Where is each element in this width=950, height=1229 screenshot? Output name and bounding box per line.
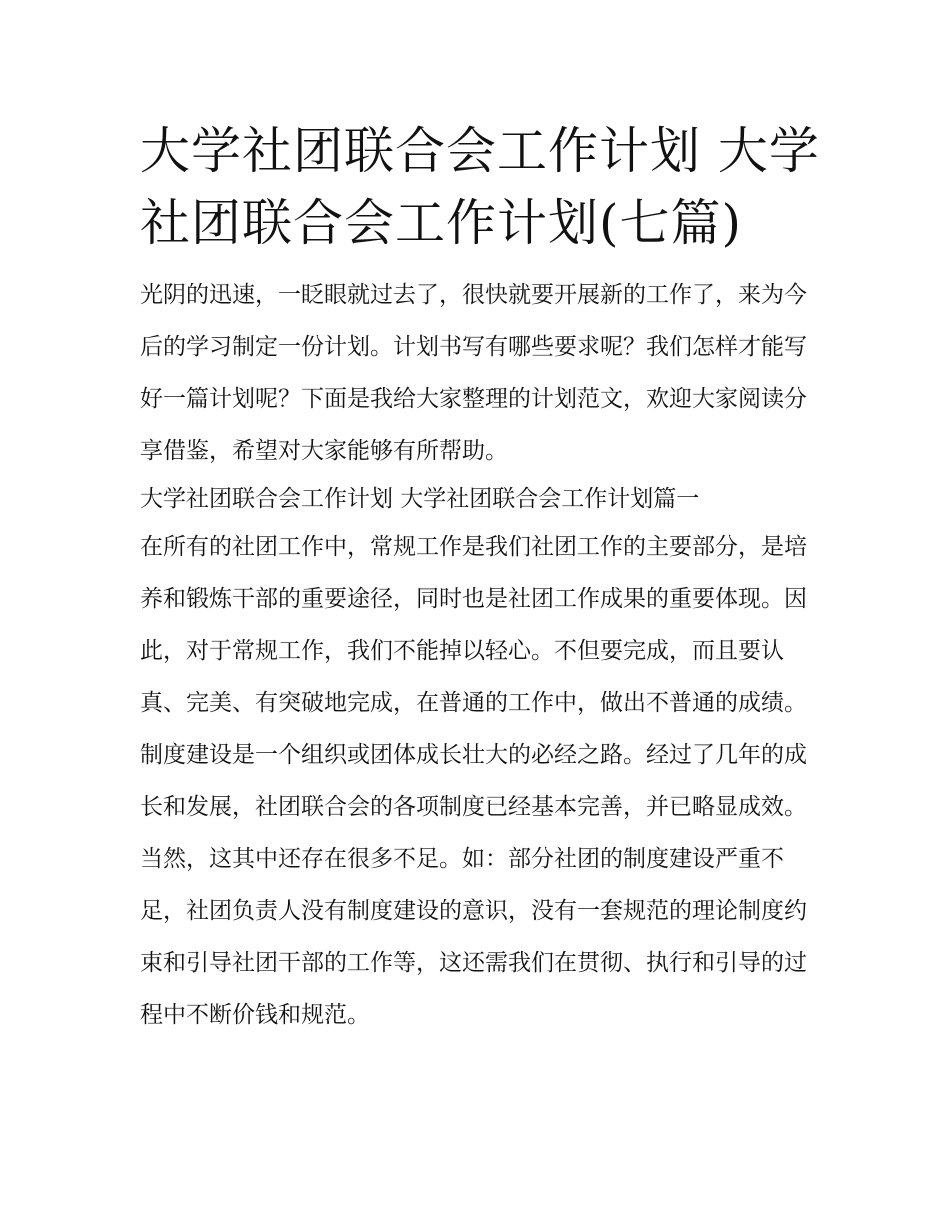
body-paragraph: 在所有的社团工作中，常规工作是我们社团工作的主要部分，是培养和锻炼干部的重要途径，同时也是社团工作成果的重要体现。因此，对于常规工作，我们不能掉以轻心。不但要完成，而且要认真、完美、有突破地完成，在普通的工作中，做出不普通的成绩。制度建设是一个组织或团体成长壮大的必经之路。经过了几年的成长和发展，社团联合会的各项制度已经基本完善，并已略显成效。当然，这其中还存在很多不足。如：部分社团的制度建设严重不足，社团负责人没有制度建设的意识，没有一套规范的理论制度约束和引导社团干部的工作等，这还需我们在贯彻、执行和引导的过程中不断价钱和规范。: [140, 534, 807, 1028]
document-title: 大学社团联合会工作计划 大学社团联合会工作计划(七篇): [140, 122, 820, 252]
intro-paragraph: 光阴的迅速，一眨眼就过去了，很快就要开展新的工作了，来为今后的学习制定一份计划。计划书写有哪些要求呢？我们怎样才能写好一篇计划呢？下面是我给大家整理的计划范文，欢迎大家阅读分享借鉴，希望对大家能够有所帮助。: [140, 282, 807, 464]
section-heading: 大学社团联合会工作计划 大学社团联合会工作计划篇一: [140, 486, 700, 512]
document-page: [140, 115, 820, 1041]
